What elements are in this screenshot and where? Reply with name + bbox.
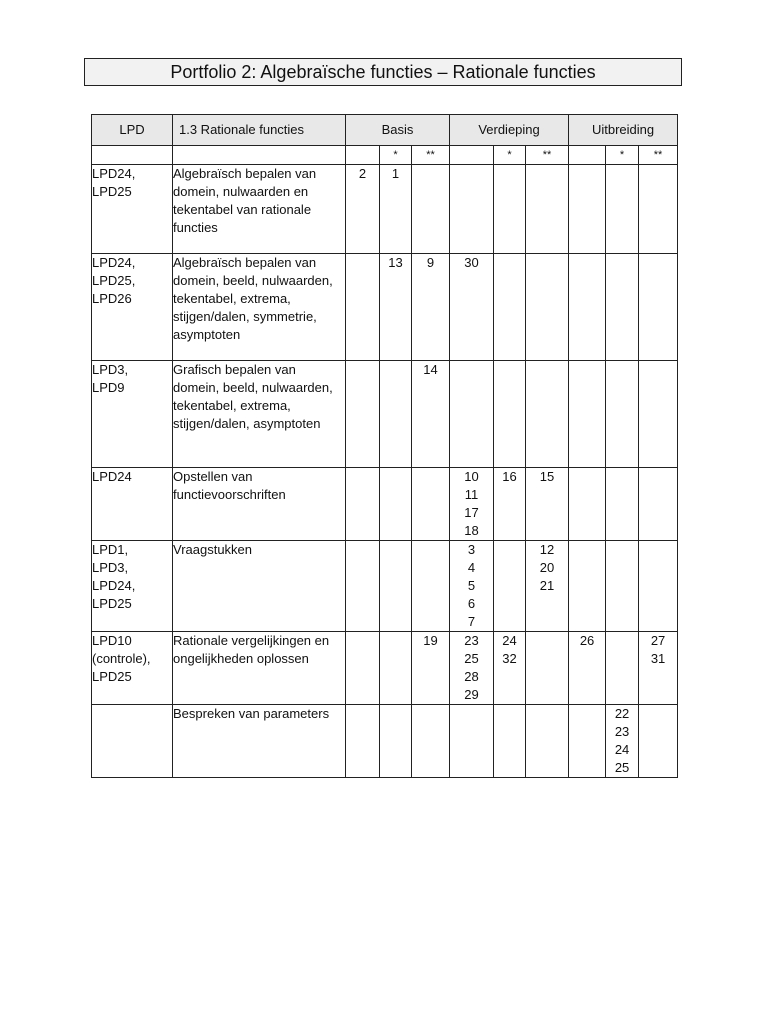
exercise-cell: [569, 254, 606, 361]
lpd-code: LPD10: [92, 633, 132, 648]
exercise-cell: [380, 165, 412, 254]
topic-description: Vraagstukken: [173, 541, 346, 632]
header-row: [92, 115, 678, 146]
subheader-cell: **: [639, 146, 678, 165]
lpd-code: LPD24,: [92, 578, 136, 593]
exercise-cell: [494, 632, 526, 705]
exercise-cell: [526, 632, 569, 705]
exercise-cell: [606, 632, 639, 705]
exercise-number: 31: [650, 651, 666, 666]
exercise-cell: [346, 541, 380, 632]
exercise-cell: [526, 541, 569, 632]
table-body: [92, 165, 678, 778]
lpd-cell: [92, 468, 173, 541]
topic-description: Rationale vergelijkingen en ongelijkheden oplossen: [173, 632, 346, 705]
exercise-cell: [380, 541, 412, 632]
exercise-cell: [639, 468, 678, 541]
exercise-cell: [569, 468, 606, 541]
exercise-cell: [346, 165, 380, 254]
exercise-number: 22: [614, 706, 630, 721]
exercise-cell: [494, 541, 526, 632]
exercise-cell: [346, 361, 380, 468]
exercise-number: 10: [464, 469, 479, 484]
lpd-cell: [92, 165, 173, 254]
exercise-number: 21: [539, 578, 555, 593]
exercise-cell: [606, 165, 639, 254]
exercise-cell: [526, 165, 569, 254]
table-row: [92, 165, 678, 254]
exercise-cell: [569, 541, 606, 632]
exercise-number: 29: [464, 687, 479, 702]
exercise-cell: [526, 254, 569, 361]
topic-description: Opstellen van functievoorschriften: [173, 468, 346, 541]
exercise-number: 17: [464, 505, 479, 520]
lpd-cell: [92, 705, 173, 778]
exercise-cell: [450, 468, 494, 541]
exercise-number: 20: [539, 560, 555, 575]
exercise-number: 6: [467, 596, 476, 611]
exercise-number: 24: [614, 742, 630, 757]
exercise-number: 11: [464, 487, 479, 502]
table-row: [92, 632, 678, 705]
exercise-number: 26: [579, 633, 595, 648]
lpd-code: LPD3,: [92, 560, 129, 575]
exercise-cell: [569, 705, 606, 778]
lpd-code: LPD1,: [92, 542, 129, 557]
exercise-cell: [526, 705, 569, 778]
lpd-cell: [92, 632, 173, 705]
subheader-cell: *: [606, 146, 639, 165]
exercise-number: 16: [502, 469, 517, 484]
lpd-code: LPD3,: [92, 362, 129, 377]
exercise-cell: [639, 254, 678, 361]
exercise-cell: [412, 541, 450, 632]
exercise-cell: [639, 541, 678, 632]
exercise-cell: [380, 361, 412, 468]
exercise-number: 24: [502, 633, 517, 648]
exercise-number: 1: [391, 166, 400, 181]
subheader-cell: [346, 146, 380, 165]
exercise-number: 23: [614, 724, 630, 739]
exercise-cell: [380, 632, 412, 705]
exercise-cell: [380, 705, 412, 778]
exercise-number: 9: [426, 255, 435, 270]
exercise-number: 15: [539, 469, 555, 484]
exercise-number: 25: [464, 651, 479, 666]
exercise-cell: [494, 468, 526, 541]
exercise-cell: [569, 165, 606, 254]
table-row: [92, 541, 678, 632]
exercise-cell: [606, 705, 639, 778]
exercise-cell: [412, 254, 450, 361]
subheader-cell: **: [412, 146, 450, 165]
header-lpd: LPD: [92, 115, 173, 146]
exercise-cell: [412, 165, 450, 254]
exercise-number: 14: [423, 362, 438, 377]
exercise-number: 3: [467, 542, 476, 557]
table-row: [92, 254, 678, 361]
lpd-code: LPD26: [92, 291, 132, 306]
exercise-cell: [380, 254, 412, 361]
lpd-code: LPD9: [92, 380, 125, 395]
exercise-cell: [450, 254, 494, 361]
exercise-cell: [639, 165, 678, 254]
table-row: [92, 705, 678, 778]
page-title: Portfolio 2: Algebraïsche functies – Rationale functies: [84, 58, 682, 86]
exercise-number: 25: [614, 760, 630, 775]
exercise-cell: [450, 541, 494, 632]
lpd-code: LPD24,: [92, 166, 136, 181]
table-row: [92, 361, 678, 468]
exercise-cell: [346, 632, 380, 705]
exercise-cell: [639, 361, 678, 468]
topic-description: Grafisch bepalen van domein, beeld, nulwaarden, tekentabel, extrema, stijgen/dalen, asymptoten: [173, 361, 346, 468]
exercise-cell: [450, 165, 494, 254]
subheader-blank: [92, 146, 173, 165]
portfolio-table: [91, 114, 678, 778]
exercise-number: 12: [539, 542, 555, 557]
subheader-cell: *: [380, 146, 412, 165]
lpd-code: LPD25: [92, 669, 132, 684]
exercise-cell: [606, 468, 639, 541]
subheader-cell: [569, 146, 606, 165]
exercise-cell: [412, 705, 450, 778]
topic-description: Algebraïsch bepalen van domein, beeld, nulwaarden, tekentabel, extrema, stijgen/dalen, symmetrie, asymptoten: [173, 254, 346, 361]
header-basis: Basis: [346, 115, 450, 146]
exercise-number: 4: [467, 560, 476, 575]
exercise-number: 30: [464, 255, 479, 270]
exercise-number: 7: [467, 614, 476, 629]
exercise-number: 23: [464, 633, 479, 648]
exercise-cell: [494, 361, 526, 468]
exercise-cell: [412, 468, 450, 541]
lpd-cell: [92, 541, 173, 632]
exercise-cell: [346, 254, 380, 361]
lpd-cell: [92, 361, 173, 468]
exercise-number: 32: [502, 651, 517, 666]
header-uitbreiding: Uitbreiding: [569, 115, 678, 146]
exercise-cell: [494, 705, 526, 778]
exercise-number: 28: [464, 669, 479, 684]
exercise-cell: [606, 361, 639, 468]
lpd-code: (controle),: [92, 651, 151, 666]
exercise-cell: [450, 632, 494, 705]
exercise-number: 2: [358, 166, 367, 181]
exercise-cell: [639, 705, 678, 778]
lpd-code: LPD24,: [92, 255, 136, 270]
exercise-cell: [526, 468, 569, 541]
subheader-cell: **: [526, 146, 569, 165]
exercise-cell: [346, 705, 380, 778]
exercise-cell: [606, 254, 639, 361]
topic-description: Algebraïsch bepalen van domein, nulwaarden en tekentabel van rationale functies: [173, 165, 346, 254]
exercise-number: 5: [467, 578, 476, 593]
exercise-cell: [494, 165, 526, 254]
exercise-cell: [380, 468, 412, 541]
topic-description: Bespreken van parameters: [173, 705, 346, 778]
lpd-code: LPD24: [92, 469, 132, 484]
exercise-cell: [569, 632, 606, 705]
subheader-row: [92, 146, 678, 165]
exercise-cell: [450, 361, 494, 468]
exercise-number: 18: [464, 523, 479, 538]
exercise-cell: [494, 254, 526, 361]
header-verdieping: Verdieping: [450, 115, 569, 146]
exercise-number: 27: [650, 633, 666, 648]
subheader-blank: [173, 146, 346, 165]
exercise-cell: [412, 632, 450, 705]
lpd-code: LPD25: [92, 596, 132, 611]
exercise-cell: [639, 632, 678, 705]
header-topic: 1.3 Rationale functies: [173, 115, 346, 146]
exercise-cell: [526, 361, 569, 468]
table-row: [92, 468, 678, 541]
lpd-code: LPD25: [92, 184, 132, 199]
exercise-cell: [569, 361, 606, 468]
exercise-cell: [606, 541, 639, 632]
exercise-cell: [412, 361, 450, 468]
exercise-number: 19: [423, 633, 438, 648]
subheader-cell: *: [494, 146, 526, 165]
exercise-number: 13: [388, 255, 403, 270]
lpd-cell: [92, 254, 173, 361]
exercise-cell: [450, 705, 494, 778]
exercise-cell: [346, 468, 380, 541]
subheader-cell: [450, 146, 494, 165]
lpd-code: LPD25,: [92, 273, 136, 288]
